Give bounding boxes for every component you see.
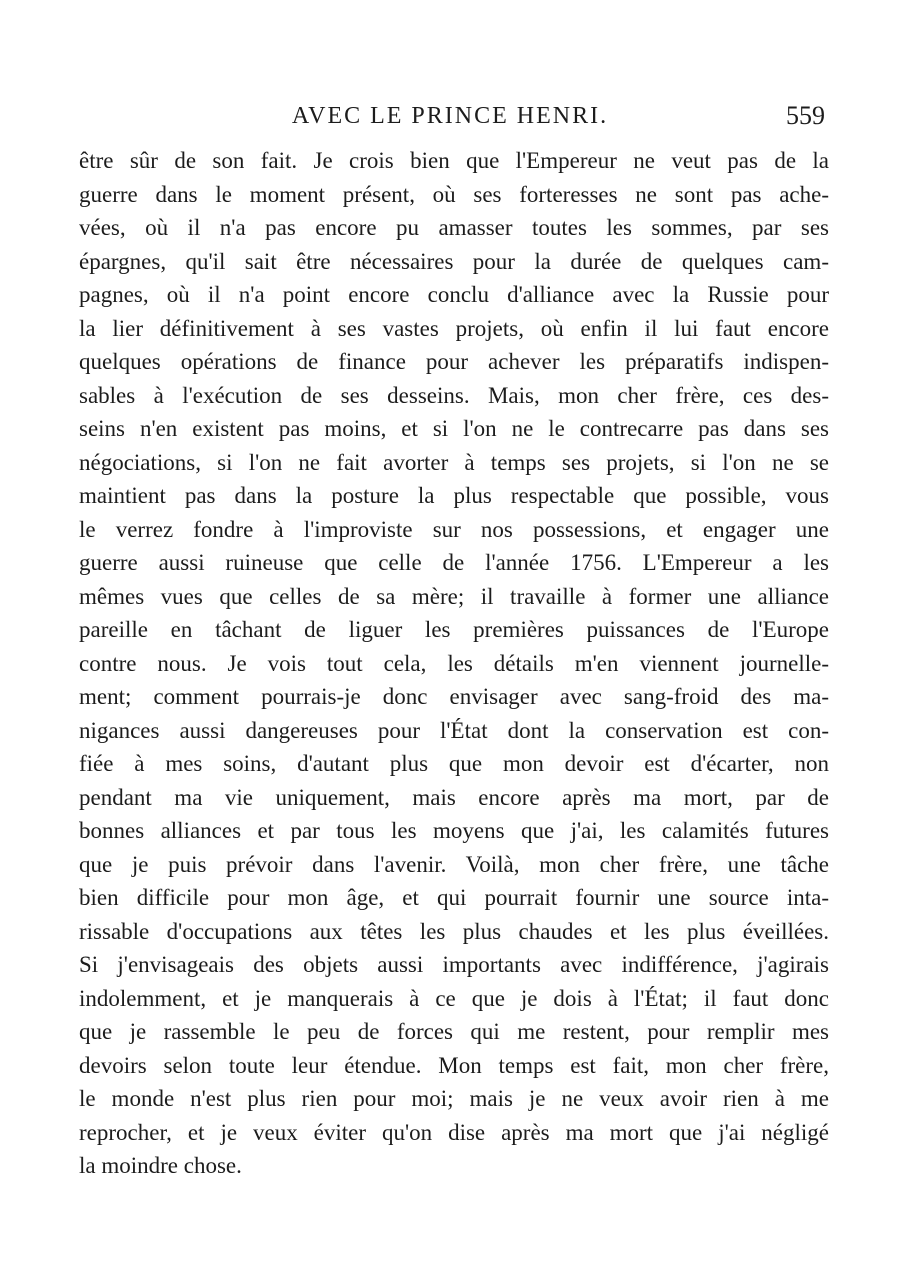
text-line: le monde n'est plus rien pour moi; mais je ne veux avoir rien à me xyxy=(79,1086,829,1111)
text-line: ment; comment pourrais-je donc envisager avec sang-froid des ma- xyxy=(79,684,829,709)
text-line: seins n'en existent pas moins, et si l'on ne le contrecarre pas dans ses xyxy=(79,416,829,441)
text-line: bien difficile pour mon âge, et qui pourrait fournir une source inta- xyxy=(79,885,829,910)
running-title: AVEC LE PRINCE HENRI. xyxy=(291,103,609,129)
text-line: indolemment, et je manquerais à ce que je dois à l'État; il faut donc xyxy=(79,985,829,1011)
running-head xyxy=(0,100,900,136)
text-line: que je puis prévoir dans l'avenir. Voilà, mon cher frère, une tâche xyxy=(79,851,829,877)
text-line: négociations, si l'on ne fait avorter à temps ses projets, si l'on ne se xyxy=(79,449,829,475)
text-line: Si j'envisageais des objets aussi importants avec indifférence, j'agirais xyxy=(79,952,829,977)
text-line: guerre aussi ruineuse que celle de l'année 1756. L'Empereur a les xyxy=(79,550,829,575)
text-line: la lier définitivement à ses vastes projets, où enfin il lui faut encore xyxy=(79,315,829,341)
text-line: fiée à mes soins, d'autant plus que mon devoir est d'écarter, non xyxy=(79,751,829,776)
text-line: nigances aussi dangereuses pour l'État dont la conservation est con- xyxy=(79,717,829,743)
page-number: 559 xyxy=(786,101,825,130)
text-line: contre nous. Je vois tout cela, les détails m'en viennent journelle- xyxy=(79,650,829,676)
text-line: reprocher, et je veux éviter qu'on dise après ma mort que j'ai négligé xyxy=(79,1119,829,1145)
text-line: bonnes alliances et par tous les moyens que j'ai, les calamités futures xyxy=(79,818,829,843)
text-line: rissable d'occupations aux têtes les plus chaudes et les plus éveillées. xyxy=(79,918,829,944)
text-line: pagnes, où il n'a point encore conclu d'alliance avec la Russie pour xyxy=(79,282,829,307)
text-line: maintient pas dans la posture la plus respectable que possible, vous xyxy=(79,483,829,508)
text-line: que je rassemble le peu de forces qui me restent, pour remplir mes xyxy=(79,1019,829,1044)
text-line: mêmes vues que celles de sa mère; il travaille à former une alliance xyxy=(79,583,829,609)
text-line: devoirs selon toute leur étendue. Mon temps est fait, mon cher frère, xyxy=(79,1052,829,1078)
text-line: le verrez fondre à l'improviste sur nos possessions, et engager une xyxy=(79,516,829,542)
text-line: la moindre chose. xyxy=(79,1153,242,1178)
text-line: épargnes, qu'il sait être nécessaires pour la durée de quelques cam- xyxy=(79,248,829,274)
text-line: vées, où il n'a pas encore pu amasser toutes les sommes, par ses xyxy=(79,215,829,240)
text-line: sables à l'exécution de ses desseins. Mais, mon cher frère, ces des- xyxy=(79,382,829,408)
text-line: pendant ma vie uniquement, mais encore après ma mort, par de xyxy=(79,784,829,810)
text-line: pareille en tâchant de liguer les premières puissances de l'Europe xyxy=(79,617,829,642)
text-line: quelques opérations de finance pour achever les préparatifs indispen- xyxy=(79,349,829,374)
text-line: guerre dans le moment présent, où ses forteresses ne sont pas ache- xyxy=(79,181,829,207)
text-line: être sûr de son fait. Je crois bien que l'Empereur ne veut pas de la xyxy=(79,148,829,173)
body-text xyxy=(79,144,829,1183)
